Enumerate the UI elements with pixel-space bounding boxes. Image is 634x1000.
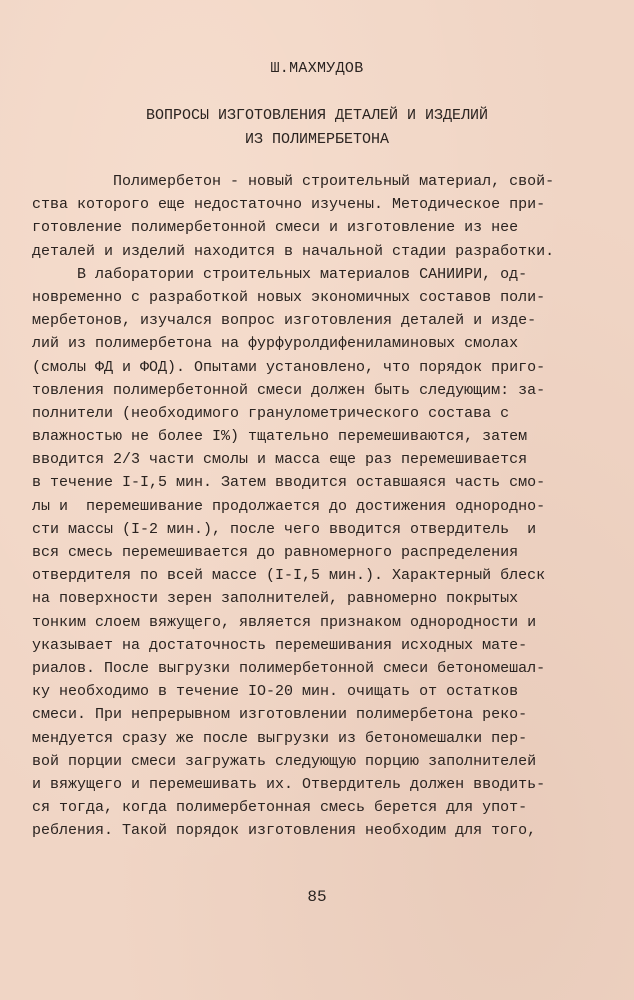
text-line: полнители (необходимого гранулометрического состава с <box>32 404 510 422</box>
page-number: 85 <box>307 888 327 906</box>
text-line: ребления. Такой порядок изготовления необходим для того, <box>32 822 537 840</box>
text-line: Полимербетон - новый строительный материал, свой- <box>32 173 555 190</box>
text-line: лы и перемешивание продолжается до достижения однородно- <box>32 497 546 515</box>
text-line: вводится 2/3 части смолы и масса еще раз перемешивается <box>32 451 528 469</box>
title-line-1: ВОПРОСЫ ИЗГОТОВЛЕНИЯ ДЕТАЛЕЙ И ИЗДЕЛИЙ <box>145 107 489 124</box>
text-line: новременно с разработкой новых экономичных составов поли- <box>32 288 546 306</box>
text-line: смеси. При непрерывном изготовлении полимербетона реко- <box>32 706 528 724</box>
text-line: отвердителя по всей массе (I-I,5 мин.). Характерный блеск <box>32 567 546 585</box>
text-line: и вяжущего и перемешивать их. Отвердитель должен вводить- <box>32 775 546 793</box>
author-name: Ш.МАХМУДОВ <box>270 60 364 77</box>
text-line: готовление полимербетонной смеси и изготовление из нее <box>32 219 519 237</box>
text-line: деталей и изделий находится в начальной стадии разработки. <box>32 242 555 260</box>
text-line: на поверхности зерен заполнителей, равномерно покрытых <box>32 590 519 608</box>
body-text <box>32 170 592 842</box>
article-title <box>0 104 634 152</box>
text-line: указывает на достаточность перемешивания исходных мате- <box>32 636 528 654</box>
title-line-2: ИЗ ПОЛИМЕРБЕТОНА <box>244 131 390 148</box>
text-line: лий из полимербетона на фурфуролдифениламиновых смолах <box>32 335 519 353</box>
text-line: ства которого еще недостаточно изучены. Методическое при- <box>32 196 546 214</box>
text-line: мербетонов, изучался вопрос изготовления деталей и изде- <box>32 312 537 330</box>
text-line: сти массы (I-2 мин.), после чего вводится отвердитель и <box>32 520 537 538</box>
text-line: В лаборатории строительных материалов САНИИРИ, од- <box>32 265 528 283</box>
text-line: тонким слоем вяжущего, является признаком однородности и <box>32 613 537 631</box>
text-line: (смолы ФД и ФОД). Опытами установлено, что порядок приго- <box>32 358 546 376</box>
text-line: ку необходимо в течение IO-20 мин. очищать от остатков <box>32 683 519 701</box>
text-line: мендуется сразу же после выгрузки из бетономешалки пер- <box>32 729 528 747</box>
text-line: риалов. После выгрузки полимербетонной смеси бетономешал- <box>32 659 546 677</box>
text-line: в течение I-I,5 мин. Затем вводится оставшаяся часть смо- <box>32 474 546 492</box>
text-line: ся тогда, когда полимербетонная смесь берется для упот- <box>32 799 528 817</box>
text-line: товления полимербетонной смеси должен быть следующим: за- <box>32 381 546 399</box>
text-line: вой порции смеси загружать следующую порцию заполнителей <box>32 752 537 770</box>
text-line: вся смесь перемешивается до равномерного распределения <box>32 544 519 561</box>
text-line: влажностью не более I%) тщательно перемешиваются, затем <box>32 428 528 446</box>
